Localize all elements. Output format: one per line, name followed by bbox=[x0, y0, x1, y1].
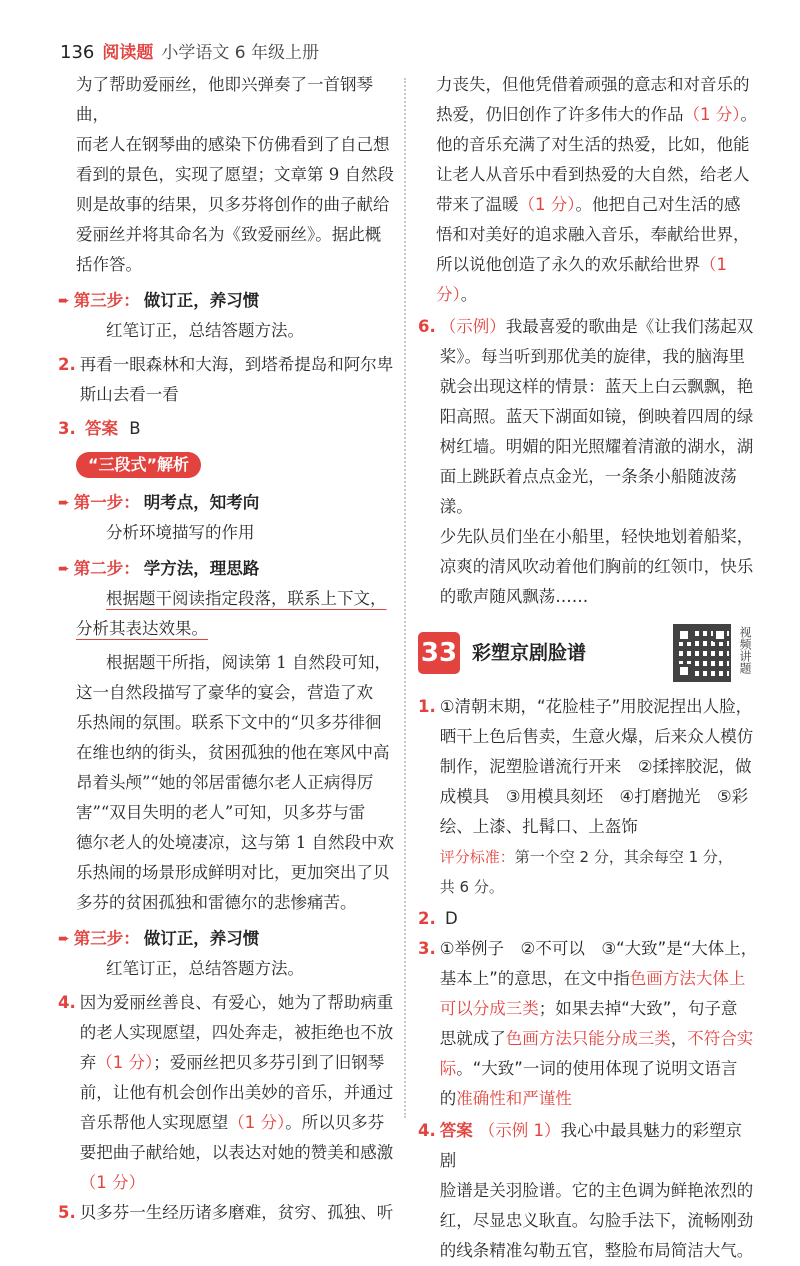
text-line: 德尔老人的处境凄凉，这与第 1 自然段中欢 bbox=[76, 833, 394, 852]
step-desc: 红笔订正，总结答题方法。 bbox=[106, 959, 304, 978]
text-line: 制作，泥塑脸谱流行开来 ②揉摔胶泥，做 bbox=[439, 757, 752, 776]
highlight: 可以分成三类 bbox=[439, 999, 539, 1018]
text-line bbox=[440, 312, 758, 342]
answer-3 bbox=[418, 934, 758, 1114]
left-column bbox=[58, 70, 398, 1228]
text-line: 昂着头颅”“她的邻居雷德尔老人正病得厉 bbox=[76, 773, 374, 792]
text-fragment: 弃 bbox=[79, 1053, 97, 1072]
arrow-icon: ➨ bbox=[58, 561, 70, 577]
step-label: 第一步： bbox=[73, 493, 140, 512]
text-fragment: 的 bbox=[439, 1089, 457, 1108]
example-tag: （示例） bbox=[439, 317, 506, 336]
question-number: 2. bbox=[58, 355, 76, 374]
score-label: 评分标准： bbox=[439, 848, 515, 866]
text-fragment: 我心中最具魅力的彩塑京剧 bbox=[439, 1121, 742, 1170]
section-label: 阅读题 bbox=[102, 43, 154, 63]
highlight: 不符合实 bbox=[687, 1029, 754, 1048]
step-desc: 红笔订正，总结答题方法。 bbox=[106, 321, 304, 340]
text-line: 要把曲子献给她，以表达对她的赞美和感激 bbox=[79, 1143, 394, 1162]
analysis-body bbox=[58, 648, 398, 918]
text-fragment: 。他把自己对生活的感 bbox=[575, 195, 741, 214]
book-title: 小学语文 6 年级上册 bbox=[161, 43, 319, 63]
text-line: 悟和对美好的追求融入音乐，奉献给世界， bbox=[436, 225, 750, 244]
right-column bbox=[418, 70, 758, 1266]
text-line: ①举例子 ②不可以 ③“大致”是“大体上， bbox=[439, 939, 758, 958]
text-line bbox=[436, 190, 758, 220]
text-line: 分析其表达效果。 bbox=[76, 619, 208, 638]
text-line: 就会出现这样的情景：蓝天上白云飘飘，艳 bbox=[439, 377, 754, 396]
lesson-header bbox=[418, 624, 758, 682]
answer-2 bbox=[418, 904, 758, 934]
arrow-icon: ➨ bbox=[58, 495, 70, 511]
score-text: 共 6 分。 bbox=[439, 878, 504, 896]
text-line: 再看一眼森林和大海，到塔希提岛和阿尔卑 bbox=[79, 355, 394, 374]
highlight: 际 bbox=[439, 1059, 457, 1078]
question-number: 4. bbox=[418, 1121, 436, 1140]
step-text: 做订正，养习惯 bbox=[143, 291, 260, 310]
step-desc: 分析环境描写的作用 bbox=[106, 523, 255, 542]
question-number: 4. bbox=[58, 993, 76, 1012]
text-line bbox=[440, 1116, 758, 1176]
text-line: 凉爽的清风吹动着他们胸前的红领巾，快乐 bbox=[439, 557, 754, 576]
page-header bbox=[60, 38, 319, 63]
question-number: 1. bbox=[418, 697, 436, 716]
highlight: 准确性和严谨性 bbox=[456, 1089, 572, 1108]
text-line bbox=[440, 1024, 758, 1054]
question-3 bbox=[58, 414, 398, 444]
qr-label: 视频讲题 bbox=[738, 626, 752, 674]
text-line bbox=[440, 964, 758, 994]
answer-1 bbox=[418, 692, 758, 902]
text-line: 红，尽显忠义耿直。勾脸手法下，流畅刚劲 bbox=[439, 1211, 754, 1230]
text-line bbox=[80, 1108, 394, 1138]
step-text: 做订正，养习惯 bbox=[143, 929, 260, 948]
step-two-header bbox=[58, 554, 398, 584]
text-fragment: 。“大致”一词的使用体现了说明文语言 bbox=[456, 1059, 738, 1078]
text-line: 热爱，仍旧创作了许多伟大的作品（1 分）。 bbox=[436, 105, 757, 124]
text-line: 力丧失，但他凭借着顽强的意志和对音乐的 bbox=[436, 75, 750, 94]
lesson-title: 彩塑京剧脸谱 bbox=[472, 642, 587, 664]
points: （1 分） bbox=[683, 105, 741, 124]
question-number: 2. bbox=[418, 909, 436, 928]
analysis-badge: “三段式”解析 bbox=[76, 452, 201, 478]
text-line: 所以说他创造了永久的欢乐献给世界（1分）。 bbox=[436, 255, 727, 304]
text-line: 桨》。每当听到那优美的旋律，我的脑海里 bbox=[439, 347, 745, 366]
text-line: 这一自然段描写了豪华的宴会，营造了欢 bbox=[76, 683, 373, 702]
step-text: 明考点，知考向 bbox=[143, 493, 260, 512]
text-line: 让老人从音乐中看到热爱的大自然，给老人 bbox=[436, 165, 750, 184]
points: （1 分） bbox=[518, 195, 576, 214]
points: （1 分） bbox=[79, 1173, 145, 1192]
step-label: 第三步： bbox=[73, 291, 140, 310]
text-line: 爱丽丝并将其命名为《致爱丽丝》。据此概 bbox=[76, 225, 382, 244]
text-line: 脸谱是关羽脸谱。它的主色调为鲜艳浓烈的 bbox=[439, 1181, 754, 1200]
text-line: 根据题干阅读指定段落，联系上下文， bbox=[106, 589, 387, 608]
step-one-header bbox=[58, 488, 398, 518]
answer-tag: 答案 bbox=[439, 1121, 473, 1140]
question-number: 3. bbox=[418, 939, 436, 958]
text-line: 根据题干所指，阅读第 1 自然段可知， bbox=[106, 653, 391, 672]
lesson-number: 33 bbox=[418, 632, 460, 674]
text-line: 在维也纳的街头，贫困孤独的他在寒风中高 bbox=[76, 743, 390, 762]
answer-tag: 答案 bbox=[85, 419, 118, 438]
text-line: 他的音乐充满了对生活的热爱，比如，他能 bbox=[436, 135, 750, 154]
qr-code-icon[interactable] bbox=[673, 624, 731, 682]
continued-analysis bbox=[58, 70, 398, 280]
text-line: 面上跳跃着点点金光，一条条小船随波荡漾。 bbox=[439, 467, 737, 516]
q5-continued bbox=[418, 70, 758, 310]
text-line: 前，让他有机会创作出美妙的音乐，并通过 bbox=[79, 1083, 394, 1102]
question-number: 3. bbox=[58, 419, 76, 438]
example-tag: （示例 1） bbox=[478, 1121, 561, 1140]
text-fragment: 基本上”的意思，在文中指 bbox=[439, 969, 630, 988]
text-fragment: 我最喜爱的歌曲是《让我们荡起双 bbox=[505, 317, 754, 336]
text-fragment: 带来了温暖 bbox=[436, 195, 519, 214]
text-line: 为了帮助爱丽丝，他即兴弹奏了一首钢琴曲， bbox=[76, 75, 373, 124]
text-fragment: 所以说他创造了永久的欢乐献给世界 bbox=[436, 255, 700, 274]
question-2 bbox=[58, 350, 398, 410]
text-fragment: 。所以贝多芬 bbox=[285, 1113, 385, 1132]
question-4 bbox=[58, 988, 398, 1198]
text-line: 少先队员们坐在小船里，轻快地划着船桨， bbox=[439, 527, 754, 546]
score-note bbox=[440, 842, 754, 872]
step-three-header bbox=[58, 924, 398, 954]
text-line: 乐热闹的场景形成鲜明对比，更加突出了贝 bbox=[76, 863, 390, 882]
question-5 bbox=[58, 1198, 398, 1228]
text-line bbox=[440, 1054, 758, 1084]
text-line: 斯山去看一看 bbox=[79, 385, 179, 404]
arrow-icon: ➨ bbox=[58, 293, 70, 309]
answer-value: B bbox=[129, 419, 141, 438]
question-6 bbox=[418, 312, 758, 612]
step-label: 第二步： bbox=[73, 559, 140, 578]
text-line: 而老人在钢琴曲的感染下仿佛看到了自己想 bbox=[76, 135, 390, 154]
page-number: 136 bbox=[60, 42, 95, 63]
text-line bbox=[440, 1084, 758, 1114]
points: （1 分） bbox=[228, 1113, 286, 1132]
score-text: 第一个空 2 分，其余每空 1 分， bbox=[514, 848, 733, 866]
text-line: 多芬的贫困孤独和雷德尔的悲惨痛苦。 bbox=[76, 893, 357, 912]
question-number: 6. bbox=[418, 317, 436, 336]
text-line: 因为爱丽丝善良、有爱心，她为了帮助病重 bbox=[79, 993, 394, 1012]
text-line: 绘、上漆、扎髯口、上盔饰 bbox=[439, 817, 638, 836]
highlight: 色画方法大体上 bbox=[629, 969, 746, 988]
answer-value: D bbox=[445, 909, 458, 928]
step-label: 第三步： bbox=[73, 929, 140, 948]
text-line: 的线条精准勾勒五官，整脸布局简洁大气。 bbox=[439, 1241, 754, 1260]
text-line: 括作答。 bbox=[76, 255, 142, 274]
points: （1分） bbox=[436, 255, 727, 304]
text-line: 贝多芬一生经历诸多磨难，贫穷、孤独、听 bbox=[79, 1203, 394, 1222]
text-line: 晒干上色后售卖，生意火爆，后来众人模仿 bbox=[439, 727, 754, 746]
text-line: 乐热闹的氛围。联系下文中的“贝多芬徘徊 bbox=[76, 713, 382, 732]
step-three-header bbox=[58, 286, 398, 316]
text-fragment: ；爱丽丝把贝多芬引到了旧钢琴 bbox=[153, 1053, 385, 1072]
text-fragment: 音乐帮他人实现愿望 bbox=[79, 1113, 229, 1132]
column-divider bbox=[404, 78, 406, 1118]
highlight: 色画方法只能分成三类 bbox=[505, 1029, 671, 1048]
step-desc bbox=[58, 584, 398, 644]
text-line bbox=[80, 1048, 394, 1078]
answer-4 bbox=[418, 1116, 758, 1266]
text-fragment: ；如果去掉“大致”，句子意 bbox=[538, 999, 738, 1018]
text-line: 的歌声随风飘荡…… bbox=[439, 587, 589, 606]
text-fragment: 热爱，仍旧创作了许多伟大的作品 bbox=[436, 105, 684, 124]
step-text: 学方法，理思路 bbox=[143, 559, 260, 578]
text-fragment: ， bbox=[670, 1029, 688, 1048]
text-fragment: 思就成了 bbox=[439, 1029, 506, 1048]
text-line: 看到的景色，实现了愿望；文章第 9 自然段 bbox=[76, 165, 394, 184]
text-line: 则是故事的结果，贝多芬将创作的曲子献给 bbox=[76, 195, 390, 214]
text-line: 的老人实现愿望，四处奔走，被拒绝也不放 bbox=[79, 1023, 394, 1042]
question-number: 5. bbox=[58, 1203, 76, 1222]
text-line: 阳高照。蓝天下湖面如镜，倒映着四周的绿 bbox=[439, 407, 754, 426]
points: （1 分） bbox=[96, 1053, 154, 1072]
text-line: 成模具 ③用模具刻坯 ④打磨抛光 ⑤彩 bbox=[439, 787, 749, 806]
text-line: 害”“双目失明的老人”可知，贝多芬与雷 bbox=[76, 803, 366, 822]
text-line: 树红墙。明媚的阳光照耀着清澈的湖水，湖 bbox=[439, 437, 754, 456]
text-line bbox=[440, 994, 758, 1024]
arrow-icon: ➨ bbox=[58, 931, 70, 947]
text-line: ①清朝末期，“花脸桂子”用胶泥捏出人脸， bbox=[439, 697, 753, 716]
